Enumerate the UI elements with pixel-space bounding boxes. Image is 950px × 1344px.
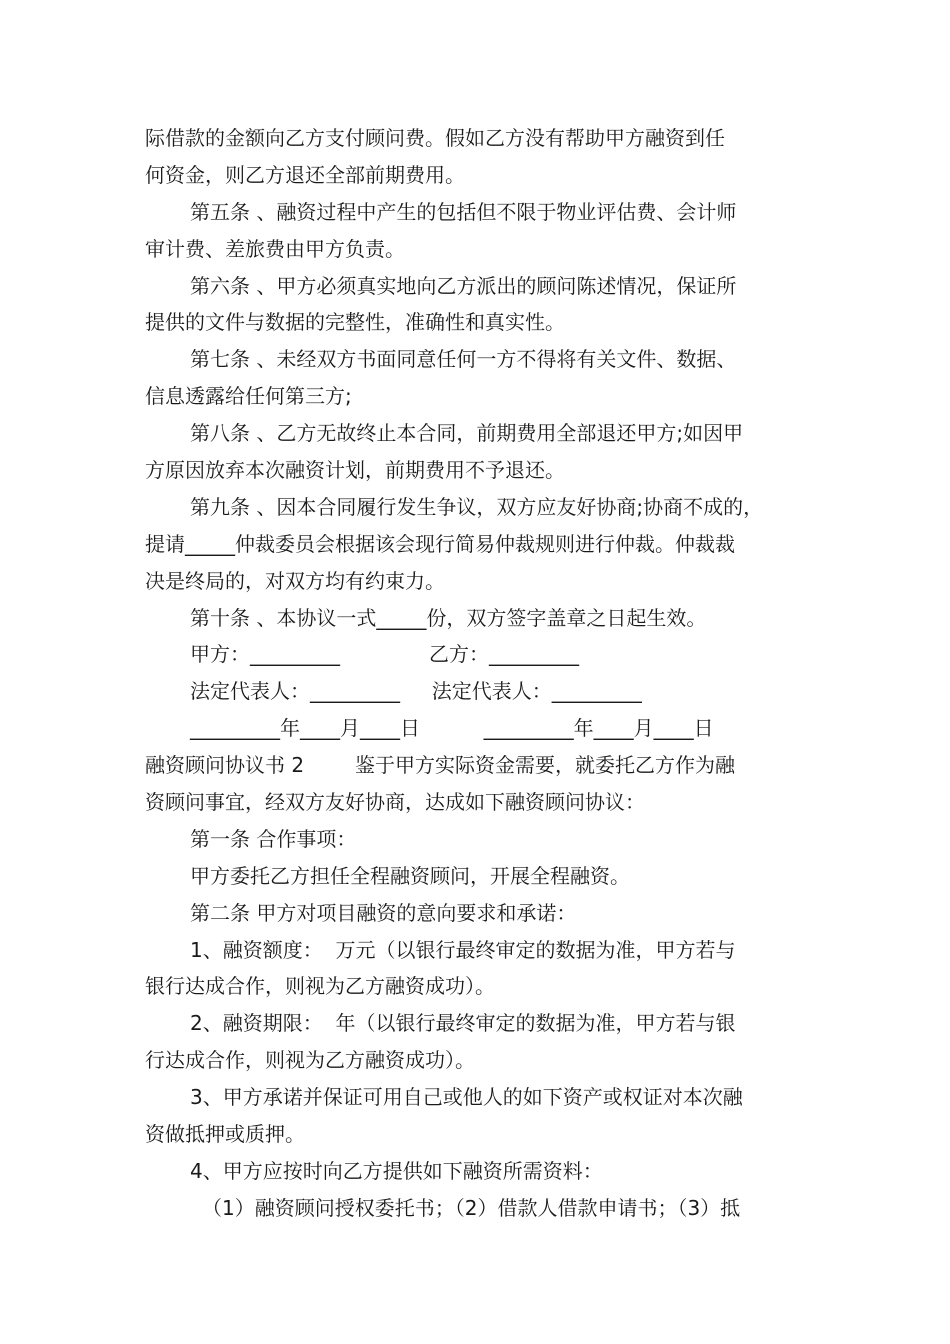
article-6: 第六条 、甲方必须真实地向乙方派出的顾问陈述情况，保证所 [190,273,737,298]
text-line: 银行达成合作，则视为乙方融资成功）。 [145,974,495,999]
clause-3: 3、甲方承诺并保证可用自己或他人的如下资产或权证对本次融 [190,1085,743,1110]
article-1-heading: 第一条 合作事项： [190,826,357,851]
text-line: 审计费、差旅费由甲方负责。 [145,236,405,261]
text-line: 信息透露给任何第三方; [145,384,352,409]
text-line: 何资金，则乙方退还全部前期费用。 [145,162,465,187]
article-9: 第九条 、因本合同履行发生争议，双方应友好协商;协商不成的， [190,494,764,519]
article-2-heading: 第二条 甲方对项目融资的意向要求和承诺： [190,900,577,925]
text-line: 行达成合作，则视为乙方融资成功）。 [145,1048,475,1073]
document-body [145,120,810,1227]
clause-4: 4、甲方应按时向乙方提供如下融资所需资料： [190,1158,603,1183]
text-line: 资做抵押或质押。 [145,1122,305,1147]
article-8: 第八条 、乙方无故终止本合同，前期费用全部退还甲方;如因甲 [190,421,744,446]
text-line: 决是终局的，对双方均有约束力。 [145,568,445,593]
text-line: 提请_____仲裁委员会根据该会现行简易仲裁规则进行仲裁。仲裁裁 [145,531,735,556]
text-line: 方原因放弃本次融资计划，前期费用不予退还。 [145,458,565,483]
legal-representative-line: 法定代表人：_________ 法定代表人：_________ [190,679,642,704]
article-10: 第十条 、本协议一式_____份，双方签字盖章之日起生效。 [190,605,707,630]
text-line: 甲方委托乙方担任全程融资顾问，开展全程融资。 [190,863,630,888]
agreement-2-heading: 融资顾问协议书 2 鉴于甲方实际资金需要，就委托乙方作为融 [145,753,735,778]
text-line: 提供的文件与数据的完整性，准确性和真实性。 [145,310,565,335]
article-5: 第五条 、融资过程中产生的包括但不限于物业评估费、会计师 [190,199,737,224]
party-signature-line: 甲方：_________ 乙方：_________ [190,642,580,667]
article-7: 第七条 、未经双方书面同意任何一方不得将有关文件、数据、 [190,347,737,372]
text-line: 资顾问事宜，经双方友好协商，达成如下融资顾问协议： [145,790,645,815]
text-line: 际借款的金额向乙方支付顾问费。假如乙方没有帮助甲方融资到任 [145,126,725,150]
date-line: _________年____月____日 _________年____月____日 [190,716,714,741]
clause-1: 1、融资额度： 万元（以银行最终审定的数据为准，甲方若与 [190,937,736,962]
clause-2: 2、融资期限： 年（以银行最终审定的数据为准，甲方若与银 [190,1011,736,1036]
materials-list-line: （1）融资顾问授权委托书；（2）借款人借款申请书；（3）抵 [202,1195,741,1220]
